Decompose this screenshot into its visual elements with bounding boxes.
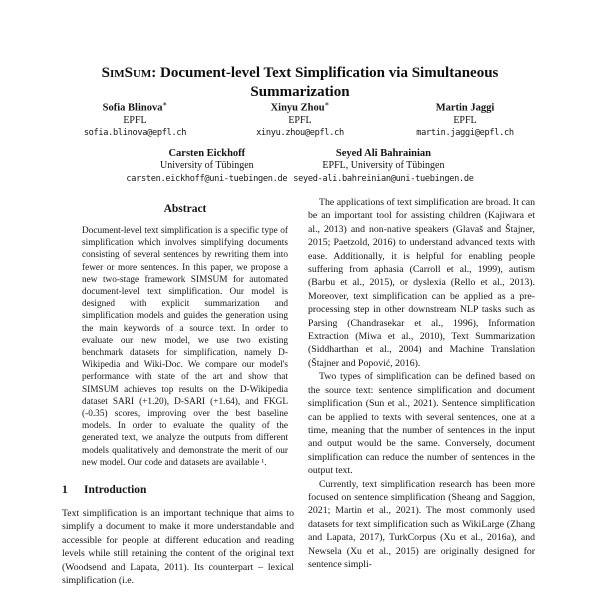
body-paragraph: Currently, text simplification research has been more focused on sentence simplification (Sheang and Saggion, 2021; Martin et al., 2021). The most commonly used datasets for text simplification such as WikiLarge (Zhang and Lapata, 2017), TurkCorpus (Xu et al., 2016a), and Newsela (Xu et al., 2015) are originally designed for sentence simpli- [308,478,535,570]
section-heading-introduction [62,483,294,497]
author-name: Seyed Ali Bahrainian [335,148,431,159]
paper-title-rest: : Document-level Text Simplification via Simultaneous Summarization [151,65,499,101]
author-name-text: Martin Jaggi [435,102,495,114]
author-affiliation: EPFL [288,114,312,126]
body-paragraph: The applications of text simplification are broad. It can be an important tool for assisting children (Kajiwara et al., 2013) and non-native speakers (Glavaš and Štajner, 2015; Paetzold, 2016) to understand advanced texts with ease. Additionally, it is helpful for enabling people suffering from aphasia (Carroll et al., 1999), autism (Barbu et al., 2015), or dyslexia (Rello et al., 2013). Moreover, text simplification can be applied as a pre-processing step in other downstream NLP tasks such as Parsing (Chandrasekar et al., 1996), Information Extraction (Miwa et al., 2010), Text Summarization (Siddharthan et al., 2004) and Machine Translation (Štajner and Popović, 2016). [308,197,535,369]
paper-title [80,64,520,102]
section-title: Introduction [84,484,147,497]
right-column [308,196,535,600]
author-name [385,98,545,115]
author-block [55,98,215,139]
author-name [55,98,215,115]
author-mark: ∗ [162,100,168,108]
authors-row-2 [0,147,600,185]
abstract-text: Document-level text simplification is a specific type of simplification which involves simplifying documents consisting of several sentences by rewriting them into fewer or more sentences. In this paper, we propose a new two-stage framework SIMSUM for automated document-level text simplification. Our model is designed with explicit summarization and simplification models and guides the generation using the main keywords of a source text. In order to evaluate our new model, we use two existing benchmark datasets for simplification, namely D-Wikipedia and Wiki-Doc. We compare our model's performance with state of the art and show that SIMSUM achieves top results on the D-Wikipedia dataset SARI (+1.20), D-SARI (+1.64), and FKGL (-0.35) scores, improving over the best baseline models. In order to evaluate the quality of the generated text, we analyze the outputs from different models qualitatively and demonstrate the merit of our new model. Our code and datasets are available ¹. [82,226,288,468]
intro-paragraph: Text simplification is an important technique that aims to simplify a document to make it more understandable and accessible for people at different education and reading levels while still retaining the content of the original text (Woodsend and Lapata, 2011). Its counterpart – lexical simplification (i.e. [62,508,294,587]
paper-title-smallcaps: SimSum [101,65,152,82]
section-number: 1 [62,484,68,497]
author-email: carsten.eickhoff@uni-tuebingen.de [126,173,288,184]
author-name [220,98,380,115]
author-email: martin.jaggi@epfl.ch [416,128,514,138]
author-block [385,98,545,139]
authors-row-1 [55,98,545,139]
author-email: sofia.blinova@epfl.ch [83,128,187,138]
author-email: xinyu.zhou@epfl.ch [256,128,344,138]
author-affiliation: EPFL [123,114,147,126]
author-affiliation: EPFL, University of Tübingen [322,160,445,171]
author-name: Carsten Eickhoff [168,148,246,159]
body-paragraph: Two types of simplification can be defined based on the source text: sentence simplification and document simplification (Sun et al., 2021). Sentence simplification can be applied to texts with several sentences, one at a time, meaning that the number of sentences in the input and output would be the same. Conversely, document simplification can reduce the number of sentences in the output text. [308,371,535,477]
author-affiliation: EPFL [453,114,477,126]
author-block [220,98,380,139]
abstract-section [82,202,288,469]
author-block [293,147,473,185]
author-mark: ∗ [324,100,330,108]
left-column [62,202,294,600]
author-name-text: Sofia Blinova [102,102,163,114]
author-email: seyed-ali.bahreinian@uni-tuebingen.de [293,173,474,184]
author-affiliation: University of Tübingen [159,160,254,171]
author-name-text: Xinyu Zhou [270,102,325,114]
abstract-heading: Abstract [163,203,207,215]
author-block [126,147,287,185]
